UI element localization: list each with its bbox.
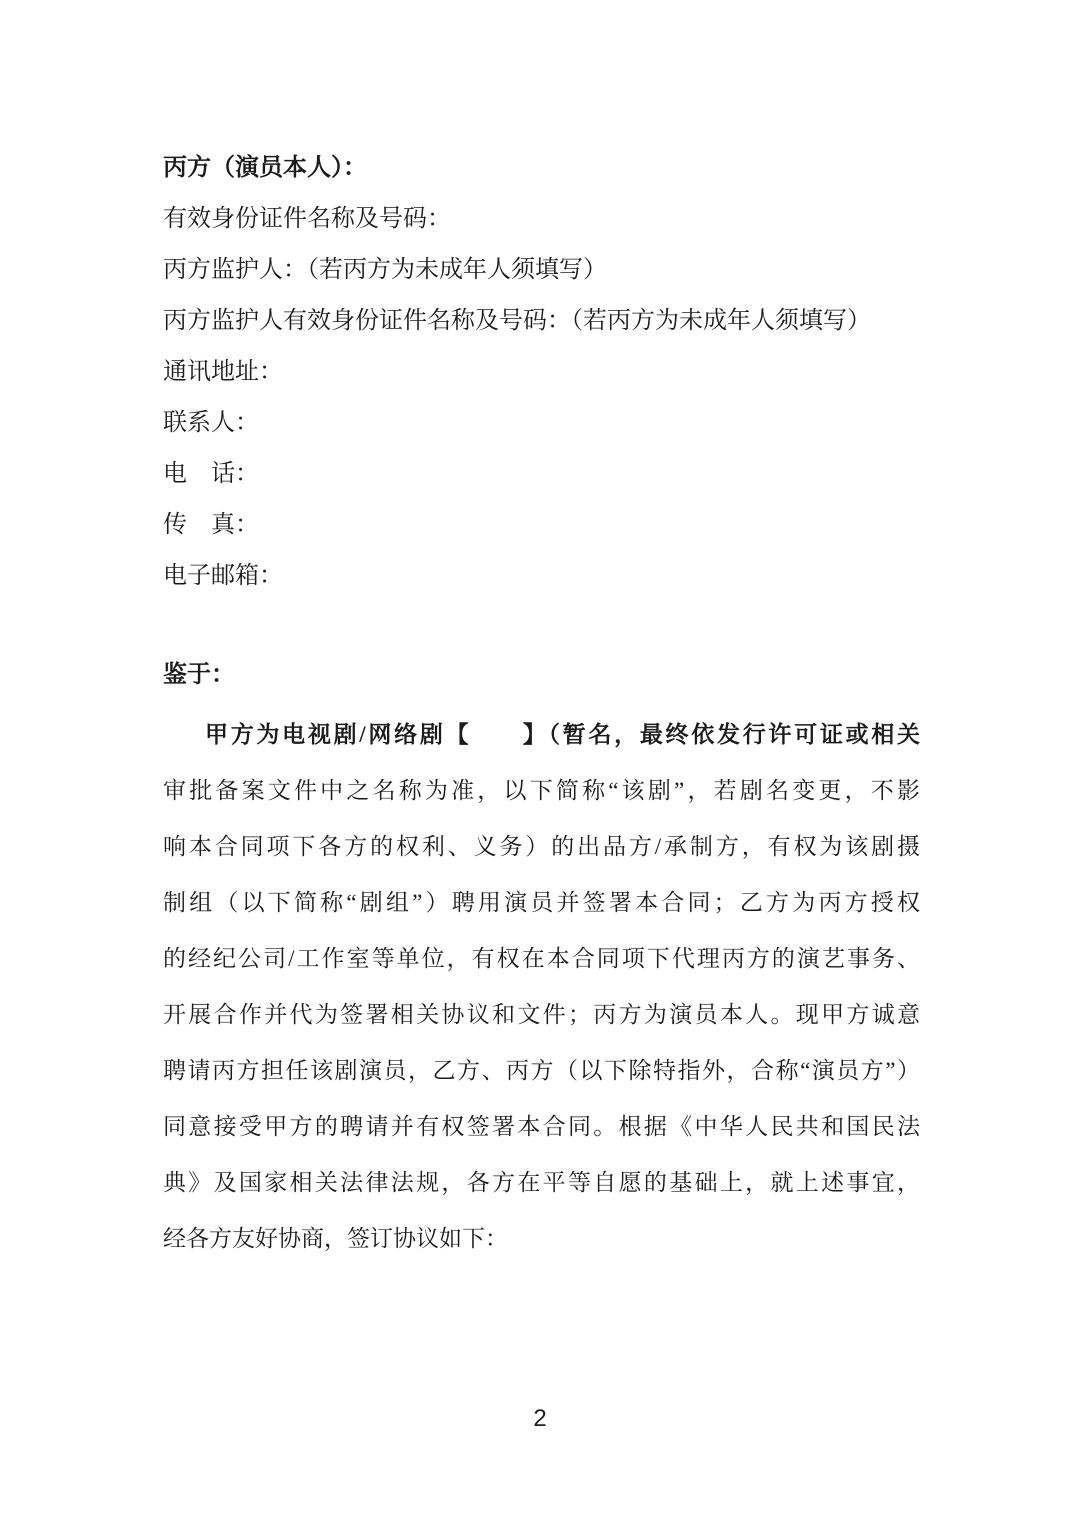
recitals-line: 制组（以下简称“剧组”）聘用演员并签署本合同；乙方为丙方授权 xyxy=(163,890,920,915)
recitals-line: 同意接受甲方的聘请并有权签署本合同。根据《中华人民共和国民法 xyxy=(163,1114,920,1139)
recitals-line: 响本合同项下各方的权利、义务）的出品方/承制方，有权为该剧摄 xyxy=(163,834,920,859)
recitals-line: 聘请丙方担任该剧演员，乙方、丙方（以下除特指外，合称“演员方”） xyxy=(163,1058,920,1083)
guardian-id-line: 丙方监护人有效身份证件名称及号码：（若丙方为未成年人须填写） xyxy=(163,308,871,334)
page-content xyxy=(163,143,920,1267)
party-c-heading: 丙方（演员本人）： xyxy=(163,155,367,181)
contact-person-line: 联系人： xyxy=(163,410,259,436)
fax-line: 传 真： xyxy=(163,512,259,538)
phone-line: 电 话： xyxy=(163,461,259,487)
recitals-line: 审批备案文件中之名称为准，以下简称“该剧”，若剧名变更，不影 xyxy=(163,778,920,803)
whereas-heading: 鉴于： xyxy=(163,662,235,688)
page-number: 2 xyxy=(533,1405,547,1432)
recitals-line: 甲方为电视剧/网络剧【 】（暂名，最终依发行许可证或相关 xyxy=(205,722,920,747)
recitals-line: 的经纪公司/工作室等单位，有权在本合同项下代理丙方的演艺事务、 xyxy=(163,946,920,971)
recitals-line: 开展合作并代为签署相关协议和文件；丙方为演员本人。现甲方诚意 xyxy=(163,1002,920,1027)
recitals-line: 典》及国家相关法律法规，各方在平等自愿的基础上，就上述事宜， xyxy=(163,1170,920,1195)
email-line: 电子邮箱： xyxy=(163,563,283,589)
recitals-paragraph xyxy=(163,707,920,1267)
mailing-address-line: 通讯地址： xyxy=(163,359,283,385)
id-document-line: 有效身份证件名称及号码： xyxy=(163,206,451,232)
recitals-line: 经各方友好协商，签订协议如下： xyxy=(163,1226,508,1251)
guardian-line: 丙方监护人：（若丙方为未成年人须填写） xyxy=(163,257,607,283)
